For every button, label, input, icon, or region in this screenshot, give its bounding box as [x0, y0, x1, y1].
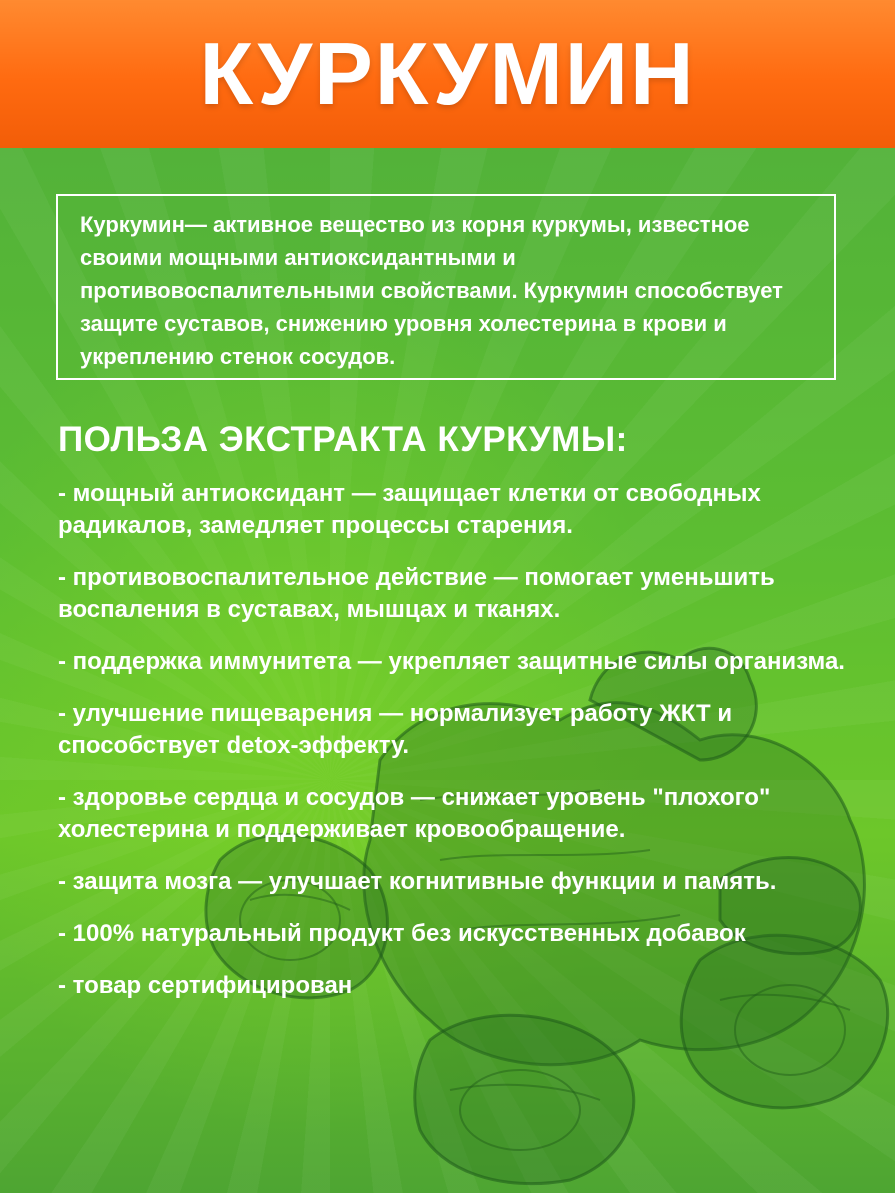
intro-box [56, 194, 836, 380]
intro-text: Куркумин— активное вещество из корня куркумы, известное своими мощными антиоксидантными и противовоспалительными свойствами. Куркумин способствует защите суставов, снижению уровня холестерина в крови и укреплению стенок сосудов. [80, 212, 783, 369]
benefit-item: - 100% натуральный продукт без искусственных добавок [58, 920, 746, 947]
benefits-list [58, 478, 848, 1022]
page-title: КУРКУМИН [199, 24, 696, 123]
benefit-item: - поддержка иммунитета — укрепляет защитные силы организма. [58, 648, 845, 675]
header-banner [0, 0, 895, 148]
benefit-item: - противовоспалительное действие — помогает уменьшить воспаления в суставах, мышцах и тканях. [58, 564, 775, 623]
benefits-heading: ПОЛЬЗА ЭКСТРАКТА КУРКУМЫ: [58, 420, 628, 459]
benefit-item: - защита мозга — улучшает когнитивные функции и память. [58, 868, 777, 895]
benefit-item: - здоровье сердца и сосудов — снижает уровень "плохого" холестерина и поддерживает кровообращение. [58, 784, 771, 843]
benefit-item: - товар сертифицирован [58, 972, 353, 999]
benefit-item: - мощный антиоксидант — защищает клетки от свободных радикалов, замедляет процессы старения. [58, 480, 761, 539]
benefit-item: - улучшение пищеварения — нормализует работу ЖКТ и способствует detox-эффекту. [58, 700, 733, 759]
